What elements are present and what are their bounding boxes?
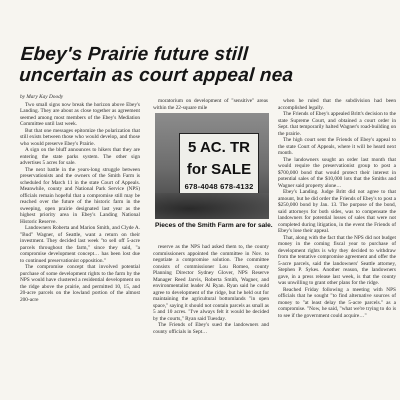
paragraph: Ebey's Landing. Judge Britt did not agree to that amount, but he did order the Friends of Ebey's to post a $250,000 bond by Jan. 13. The purpose of the bond, said attorneys for both sides, was to compensate the landowners for potential losses of sales that were not completed during litigation, in the event the Friends of Ebey's lose their appeal. (278, 189, 396, 234)
paragraph: The next battle in the years-long struggle between preservationists and the owners of the Smith Farm is scheduled for March 11 in the state Court of Appeals. Meanwhile, county and National Park Service (NPS) officials remain hopeful that a compromise still may be reached over the future of the historic farm in the sweeping, open prairie designated last year as the highest priority area in Ebey's Landing National Historic Reserve. (20, 166, 140, 225)
paragraph: moratorium on development of "sensitive" areas within the 22-square mile (153, 98, 268, 111)
paragraph: The Friends of Ebey's sued the landowners and county officials in Sept… (153, 322, 269, 335)
paragraph: Landowners Roberta and Marion Smith, and Clyde A. "Bud" Wagner, of Seattle, want a return on their investment. They decided last week "to sell off 5-acre parcels throughout the farm," since they said, "a compromise development concept… has been lost due to continued preservationist opposition." (20, 225, 140, 264)
paragraph: Reached Friday following a meeting with NPS officials that he sought "to find alternative sources of money to "at least delay the 5-acre parcels." as a compromise. "Now, he said, "what we're trying to do is to see if the government could acquire…" (278, 286, 396, 319)
sign-phone-numbers: 678-4048 678-4132 (184, 182, 254, 191)
paragraph: But that one messages epitomize the polarization that still exists between those who would develop, and those who would preserve Ebey's Prairie. (20, 127, 140, 147)
shrubbery (155, 193, 269, 219)
paragraph: reserve as the NPS had asked them to, the county commissioners appointed the committee in Nov. to negotiate a compromise solution. The committee consists of commissioner Lou Romeo, county Planning Director Sydney Glover, NPS Reserve Manager Reed Jarvis, Roberta Smith, Wagner, and environmentalist leader Al Ryan. Ryan said he could agree to development of the ridge, but he held out for maintaining the agricultural bottomlands "in open space," saying it should not contain parcels as small as 5 and 10 acres. "I've always felt it would be decided by the courts," Ryan said Tuesday. (153, 244, 269, 322)
headline-line-2: uncertain as court appeal nea (18, 65, 295, 86)
sign-line-1: 5 AC. TR (188, 139, 250, 156)
paragraph: A sign on the bluff announces to hikers that they are entering the state parks system. The other sign advertises 5 acres for sale. (20, 147, 140, 166)
paragraph: Two small signs now break the horizon above Ebey's Landing. They are about as close together as agreement seemed among most members of the Ebey's Mediation Committee until last week. (20, 101, 140, 127)
column-2 (153, 244, 269, 335)
for-sale-sign (179, 133, 259, 197)
photo-caption: Pieces of the Smith Farm are for sale. (155, 222, 273, 229)
photo-for-sale-sign (155, 113, 269, 219)
byline: by Mary Kay Doody (20, 94, 64, 100)
paragraph: The landowners sought an order last month that would require the preservationist group to post a $700,000 bond that would protect their interest in potential sales of the $10,000 lots that the Smiths and Wagner said property alone… (278, 156, 396, 189)
paragraph: That, along with the fact that the NPS did not budget money in the coming fiscal year to purchase of development rights is why they decided to withdraw from the tentative compromise agreement and offer the 5-acre parcels, said the landowners' Seattle attorney, Stephen P. Sykes. Another reason, the landowners gave, in a press release last week, is that the county was unwilling to grant other plans for the ridge. (278, 234, 396, 286)
paragraph: The Friends of Ebey's appealed Britt's decision to the state Supreme Court, and obtained a court order in Sept. that temporarily halted Wagner's road-building on the prairie. (278, 111, 396, 137)
sign-line-2: for SALE (186, 161, 252, 178)
paragraph: when he ruled that the subdivision had been accomplished legally. (278, 98, 396, 111)
headline (19, 44, 400, 86)
column-2-top (153, 98, 268, 111)
column-3 (278, 98, 396, 319)
paragraph: The compromise concept that involved potential purchase of some development rights to the farm by the NPS would have clustered a residential development on the ridge above the prairie, and permitted 10, 15, and 20-acre parcels on the lowland portion of the almost 200-acre (20, 264, 140, 303)
paragraph: The high court sent the Friends of Ebey's appeal to the state Court of Appeals, where it will be heard next month. (278, 137, 396, 156)
headline-line-1: Ebey's Prairie future still (20, 44, 249, 65)
column-1 (20, 94, 140, 303)
